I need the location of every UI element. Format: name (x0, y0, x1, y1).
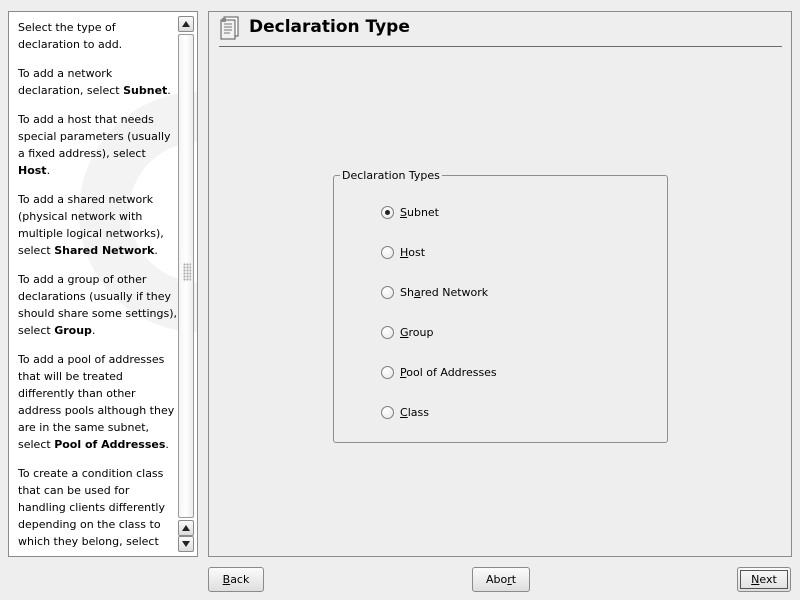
title-divider (219, 46, 782, 47)
next-button[interactable] (737, 567, 791, 592)
radio-indicator[interactable] (381, 246, 394, 259)
radio-label-group: Group (400, 325, 434, 339)
radio-label-class: Class (400, 405, 429, 419)
radio-indicator[interactable] (381, 366, 394, 379)
scroll-up-button[interactable] (178, 16, 194, 32)
radio-indicator[interactable] (381, 406, 394, 419)
main-panel (208, 11, 792, 557)
arrow-up-icon (182, 21, 190, 27)
help-paragraph: To add a host that needs special parameters (usually a fixed address), select Host. (18, 113, 171, 177)
scroll-up-button-lower[interactable] (178, 520, 194, 536)
radio-indicator[interactable] (381, 286, 394, 299)
scrollbar-thumb[interactable] (178, 34, 194, 518)
help-paragraph: To add a pool of addresses that will be treated differently than other address pools although they are in the same subnet, select Pool of Addresses. (18, 353, 175, 451)
abort-button[interactable] (472, 567, 530, 592)
radio-pool-of-addresses[interactable] (381, 363, 497, 381)
arrow-down-icon (182, 541, 190, 547)
radio-indicator[interactable] (381, 326, 394, 339)
help-text (18, 19, 178, 557)
arrow-up-icon (182, 525, 190, 531)
radio-shared-network[interactable] (381, 283, 488, 301)
help-paragraph: Select the type of declaration to add. (18, 21, 123, 51)
help-scrollbar[interactable] (178, 16, 194, 552)
scroll-down-button[interactable] (178, 536, 194, 552)
declaration-types-group (333, 169, 668, 443)
help-paragraph: To add a group of other declarations (usually if they should share some settings), select Group. (18, 273, 178, 337)
radio-label-subnet: Subnet (400, 205, 439, 219)
abort-button-label: Abort (485, 573, 517, 586)
declaration-document-icon (220, 16, 242, 40)
scrollbar-grip (183, 263, 191, 281)
radio-class[interactable] (381, 403, 429, 421)
radio-indicator[interactable] (381, 206, 394, 219)
radio-label-shared-network: Shared Network (400, 285, 489, 299)
group-label: Declaration Types (342, 169, 440, 182)
radio-label-pool-of-addresses: Pool of Addresses (400, 365, 497, 379)
help-panel[interactable] (8, 11, 198, 557)
back-button[interactable] (208, 567, 264, 592)
page-title: Declaration Type (249, 17, 410, 37)
help-paragraph: To add a network declaration, select Subnet. (18, 67, 171, 97)
radio-group[interactable] (381, 323, 434, 341)
radio-subnet[interactable] (381, 203, 439, 221)
back-button-label: Back (222, 573, 250, 586)
help-paragraph: To create a condition class that can be used for handling clients differently depending on the class to which they belong, select (18, 467, 165, 548)
radio-host[interactable] (381, 243, 425, 261)
radio-label-host: Host (400, 245, 426, 259)
help-paragraph: To add a shared network (physical network with multiple logical networks), select Shared Network. (18, 193, 164, 257)
next-button-label: Next (751, 573, 777, 586)
